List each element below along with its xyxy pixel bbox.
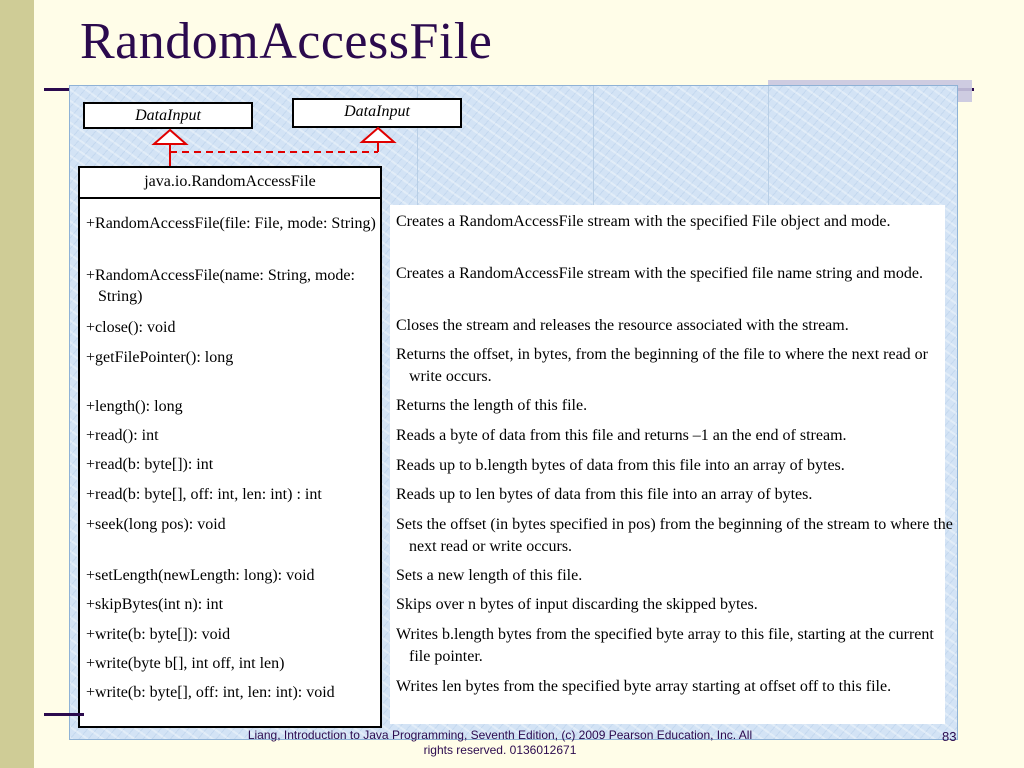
class-box-randomaccessfile	[78, 166, 382, 728]
method-write-range: +write(b: byte[], off: int, len: int): void	[86, 684, 335, 701]
interface-box-datainput-2: DataInput	[292, 98, 462, 128]
description-text: Reads up to len bytes of data from this file into an array of bytes.	[396, 486, 813, 503]
method-read-range: +read(b: byte[], off: int, len: int) : int	[86, 486, 322, 503]
description-text: Creates a RandomAccessFile stream with the specified file name string and mode.	[396, 265, 923, 282]
method-read-array: +read(b: byte[]): int	[86, 456, 214, 473]
description-text: Sets the offset (in bytes specified in pos) from the beginning of the stream to where the next read or write occurs.	[396, 516, 953, 555]
description-text: Creates a RandomAccessFile stream with the specified File object and mode.	[396, 213, 891, 230]
interface-box-datainput-1: DataInput	[83, 102, 253, 129]
method-getfilepointer: +getFilePointer(): long	[86, 349, 234, 366]
method-constructor-file: +RandomAccessFile(file: File, mode: String)	[86, 215, 376, 232]
method-write-offset: +write(byte b[], int off, int len)	[86, 655, 285, 672]
description-text: Reads a byte of data from this file and returns –1 an the end of stream.	[396, 427, 847, 444]
footer-copyright: Liang, Introduction to Java Programming, Seventh Edition, (c) 2009 Pearson Education, Inc. All	[247, 728, 753, 742]
description-text: Returns the offset, in bytes, from the beginning of the file to where the next read or write occurs.	[396, 346, 928, 385]
method-read: +read(): int	[86, 427, 159, 444]
description-text: Reads up to b.length bytes of data from this file into an array of bytes.	[396, 457, 845, 474]
method-constructor-name: +RandomAccessFile(name: String, mode: String)	[86, 267, 355, 305]
class-name: java.io.RandomAccessFile	[80, 168, 380, 199]
description-text: Writes len bytes from the specified byte array starting at offset off to this file.	[396, 678, 892, 695]
description-text: Writes b.length bytes from the specified byte array to this file, starting at the current file pointer.	[396, 626, 934, 665]
method-write-array: +write(b: byte[]): void	[86, 626, 231, 643]
description-box	[390, 205, 953, 724]
method-length: +length(): long	[86, 398, 183, 415]
description-text: Closes the stream and releases the resource associated with the stream.	[396, 317, 849, 334]
method-skipbytes: +skipBytes(int n): int	[86, 596, 224, 613]
slide-title: RandomAccessFile	[80, 13, 493, 70]
realization-arrowhead-1	[154, 130, 186, 144]
method-seek: +seek(long pos): void	[86, 516, 226, 533]
description-text: Sets a new length of this file.	[396, 567, 583, 584]
realization-arrowhead-2	[362, 128, 394, 142]
slide-footer	[200, 728, 800, 758]
method-setlength: +setLength(newLength: long): void	[86, 567, 315, 584]
description-text: Skips over n bytes of input discarding the skipped bytes.	[396, 596, 758, 613]
page-number: 83	[942, 729, 957, 744]
bottom-rule	[44, 713, 84, 716]
description-text: Returns the length of this file.	[396, 397, 588, 414]
method-close: +close(): void	[86, 319, 176, 336]
footer-rights: rights reserved. 0136012671	[423, 743, 577, 757]
